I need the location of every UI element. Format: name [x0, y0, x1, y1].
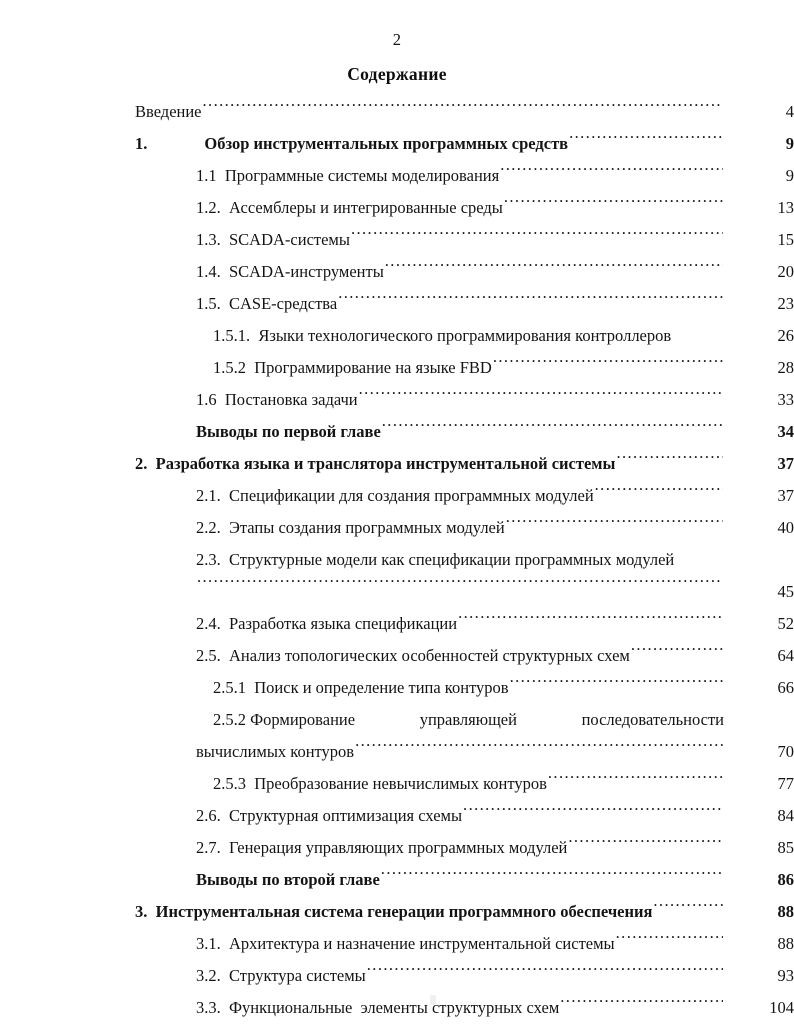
toc-entry-number: 2.1. — [196, 486, 229, 505]
toc-entry-justified-text — [213, 704, 724, 736]
toc-entry-title: Структура системы — [229, 966, 366, 985]
toc-dot-leader — [382, 421, 723, 438]
toc-entry-title: Структурная оптимизация схемы — [229, 806, 463, 825]
toc-entry-page-number: 66 — [777, 678, 794, 697]
toc-entry-number: 3.1. — [196, 934, 229, 953]
toc-entry-label — [196, 832, 567, 864]
toc-entry-title: Введение — [135, 102, 202, 121]
toc-entry-number: 2. — [135, 454, 156, 473]
toc-entry-number: 2.7. — [196, 838, 229, 857]
toc-entry-label — [196, 960, 366, 992]
toc-entry-label — [196, 640, 630, 672]
toc-entry-title: Обзор инструментальных программных средств — [204, 134, 569, 153]
toc-entry-title: Спецификации для создания программных модулей — [229, 486, 594, 505]
toc-entry-title: Структурные модели как спецификации программных модулей — [229, 550, 675, 569]
toc-entry-page-number: 9 — [785, 166, 794, 185]
toc-dot-leader — [568, 837, 723, 854]
toc-entry-number: 1.3. — [196, 230, 229, 249]
toc-entry-page-number: 13 — [777, 198, 794, 217]
toc-dot-leader — [351, 229, 723, 246]
toc-dot-leader — [569, 133, 723, 150]
toc-entry[interactable] — [0, 224, 794, 256]
toc-entry-number: 1.2. — [196, 198, 229, 217]
toc-entry[interactable] — [0, 704, 794, 736]
toc-entry-page-number: 85 — [777, 838, 794, 857]
toc-entry-word: 2.5.2 Формирование — [213, 710, 356, 729]
toc-entry-number: 1.5.2 — [213, 358, 255, 377]
toc-entry[interactable] — [0, 544, 794, 576]
toc-entry-label — [196, 544, 674, 576]
toc-entry-page-number: 86 — [777, 870, 794, 889]
toc-dot-leader — [500, 165, 723, 182]
toc-entry[interactable] — [0, 992, 794, 1024]
toc-entry-page-number: 26 — [777, 326, 794, 345]
toc-dot-leader — [359, 389, 723, 406]
toc-entry-page-number: 9 — [785, 134, 794, 153]
toc-entry-title: Архитектура и назначение инструментальной системы — [229, 934, 615, 953]
toc-entry-title: Инструментальная система генерации программного обеспечения — [155, 902, 653, 921]
scan-artifact — [430, 995, 436, 1005]
toc-entry-page-number: 15 — [777, 230, 794, 249]
toc-dot-leader — [355, 741, 723, 758]
toc-dot-leader — [385, 261, 723, 278]
toc-dot-leader — [463, 805, 723, 822]
page-folio-number: 2 — [392, 30, 402, 49]
toc-entry[interactable] — [0, 480, 794, 512]
toc-entry-label — [213, 768, 547, 800]
toc-entry-number: 1.5.1. — [213, 326, 259, 345]
toc-entry-page-number: 40 — [777, 518, 794, 537]
toc-entry[interactable] — [0, 160, 794, 192]
toc-dot-leader — [203, 101, 723, 118]
toc-entry-word: управляющей — [419, 710, 517, 729]
toc-dot-leader — [510, 677, 723, 694]
toc-entry[interactable] — [0, 96, 794, 128]
toc-dot-leader — [631, 645, 723, 662]
toc-entry-page-number: 37 — [777, 486, 794, 505]
toc-entry-title: SCADA-системы — [229, 230, 350, 249]
toc-entry-number: 1.4. — [196, 262, 229, 281]
toc-entry[interactable] — [0, 384, 794, 416]
toc-entry-page-number: 33 — [777, 390, 794, 409]
toc-entry-page-number: 70 — [777, 742, 794, 761]
toc-entry-label — [196, 992, 559, 1024]
toc-entry-title: Языки технологического программирования контроллеров — [258, 326, 672, 345]
page-title: Содержание — [347, 64, 447, 84]
toc-entry-label — [196, 608, 457, 640]
toc-entry[interactable] — [0, 288, 794, 320]
table-of-contents — [0, 96, 794, 1024]
toc-entry-title: Выводы по второй главе — [196, 870, 380, 889]
toc-entry[interactable] — [0, 768, 794, 800]
toc-entry-label — [213, 352, 492, 384]
toc-entry-label — [196, 480, 594, 512]
toc-entry[interactable] — [0, 320, 794, 352]
toc-dot-leader — [672, 325, 723, 342]
toc-entry-label — [196, 192, 503, 224]
toc-entry[interactable] — [0, 512, 794, 544]
toc-entry-title: Функциональные элементы структурных схем — [229, 998, 560, 1017]
toc-entry-number: 1. — [135, 134, 148, 153]
toc-entry-page-number: 84 — [777, 806, 794, 825]
toc-entry-number: 1.1 — [196, 166, 225, 185]
toc-entry-page-number: 52 — [777, 614, 794, 633]
toc-entry[interactable] — [0, 864, 794, 896]
toc-dot-leader — [381, 869, 723, 886]
toc-dot-leader — [338, 293, 723, 310]
toc-entry-title: Ассемблеры и интегрированные среды — [229, 198, 503, 217]
toc-entry-word: последовательности — [581, 710, 724, 729]
toc-entry[interactable] — [0, 416, 794, 448]
toc-entry-page-number: 93 — [777, 966, 794, 985]
toc-entry-number: 2.6. — [196, 806, 229, 825]
toc-dot-leader — [367, 965, 723, 982]
toc-entry-label — [196, 864, 380, 896]
toc-entry-title: CASE-средства — [229, 294, 338, 313]
toc-entry-label — [196, 800, 462, 832]
toc-entry-number: 2.5.3 — [213, 774, 255, 793]
toc-dot-leader — [548, 773, 723, 790]
toc-entry-label — [135, 896, 652, 928]
toc-entry[interactable] — [0, 736, 794, 768]
toc-entry-number: 1.6 — [196, 390, 225, 409]
toc-entry-page-number: 23 — [777, 294, 794, 313]
toc-entry[interactable] — [0, 672, 794, 704]
toc-entry-page-number: 37 — [777, 454, 794, 473]
toc-entry[interactable] — [0, 640, 794, 672]
toc-entry-label — [196, 416, 381, 448]
toc-entry[interactable] — [0, 608, 794, 640]
toc-entry-page-number: 34 — [777, 422, 794, 441]
toc-entry[interactable] — [0, 896, 794, 928]
toc-entry-number: 3. — [135, 902, 156, 921]
toc-entry-number: 3.2. — [196, 966, 229, 985]
toc-dot-leader — [616, 933, 723, 950]
toc-entry-label — [196, 512, 505, 544]
toc-entry-label — [196, 288, 337, 320]
toc-entry-title: вычислимых контуров — [196, 742, 355, 761]
toc-dot-leader — [504, 197, 723, 214]
toc-dot-leader — [493, 357, 723, 374]
toc-entry-page-number: 28 — [777, 358, 794, 377]
toc-dot-leader — [197, 576, 723, 593]
toc-entry-number: 2.3. — [196, 550, 229, 569]
toc-entry-title: Анализ топологических особенностей структурных схем — [229, 646, 630, 665]
toc-entry-label — [213, 672, 509, 704]
toc-entry[interactable] — [0, 832, 794, 864]
toc-entry[interactable] — [0, 928, 794, 960]
toc-entry[interactable] — [0, 960, 794, 992]
toc-entry-label — [135, 448, 615, 480]
toc-entry-title: Разработка языка спецификации — [229, 614, 458, 633]
toc-entry-label — [196, 160, 499, 192]
toc-entry-title: Программные системы моделирования — [224, 166, 500, 185]
toc-entry-label — [196, 384, 358, 416]
toc-entry-title: SCADA-инструменты — [229, 262, 384, 281]
toc-dot-leader — [560, 997, 723, 1014]
toc-entry-label — [196, 736, 354, 768]
toc-entry-number: 2.5.1 — [213, 678, 255, 697]
toc-entry[interactable] — [0, 352, 794, 384]
toc-entry-title: Преобразование невычислимых контуров — [254, 774, 547, 793]
toc-entry-number: 2.5. — [196, 646, 229, 665]
toc-entry-title: Программирование на языке FBD — [254, 358, 492, 377]
toc-dot-leader — [458, 613, 723, 630]
toc-dot-leader — [616, 453, 723, 470]
toc-entry[interactable] — [0, 448, 794, 480]
toc-entry-page-number: 4 — [785, 102, 794, 121]
toc-dot-leader — [675, 549, 723, 566]
toc-entry-page-number: 88 — [777, 902, 794, 921]
toc-entry-number: 2.4. — [196, 614, 229, 633]
toc-entry-number: 3.3. — [196, 998, 229, 1017]
toc-entry[interactable] — [0, 256, 794, 288]
toc-entry-label — [196, 256, 384, 288]
toc-entry-page-number: 20 — [777, 262, 794, 281]
toc-entry-page-number: 64 — [777, 646, 794, 665]
toc-entry-title: Постановка задачи — [224, 390, 358, 409]
toc-entry-number: 2.2. — [196, 518, 229, 537]
toc-entry-title: Разработка языка и транслятора инструментальной системы — [155, 454, 616, 473]
toc-entry-number: 1.5. — [196, 294, 229, 313]
toc-entry-page-number: 88 — [777, 934, 794, 953]
toc-entry[interactable] — [0, 128, 794, 160]
toc-entry-page-number: 45 — [777, 582, 794, 601]
toc-entry-label — [196, 224, 350, 256]
toc-entry-label — [135, 96, 202, 128]
toc-entry[interactable] — [0, 192, 794, 224]
toc-entry[interactable] — [0, 800, 794, 832]
toc-entry-label — [135, 128, 568, 160]
toc-entry[interactable] — [0, 576, 794, 608]
toc-entry-title: Выводы по первой главе — [196, 422, 381, 441]
toc-dot-leader — [506, 517, 723, 534]
toc-entry-page-number: 77 — [777, 774, 794, 793]
toc-entry-title: Генерация управляющих программных модулей — [229, 838, 568, 857]
toc-entry-title: Поиск и определение типа контуров — [254, 678, 509, 697]
toc-entry-label — [213, 320, 671, 352]
toc-entry-label — [196, 928, 615, 960]
toc-dot-leader — [595, 485, 723, 502]
toc-entry-title: Этапы создания программных модулей — [229, 518, 505, 537]
toc-dot-leader — [653, 901, 723, 918]
toc-entry-page-number: 104 — [769, 998, 794, 1017]
